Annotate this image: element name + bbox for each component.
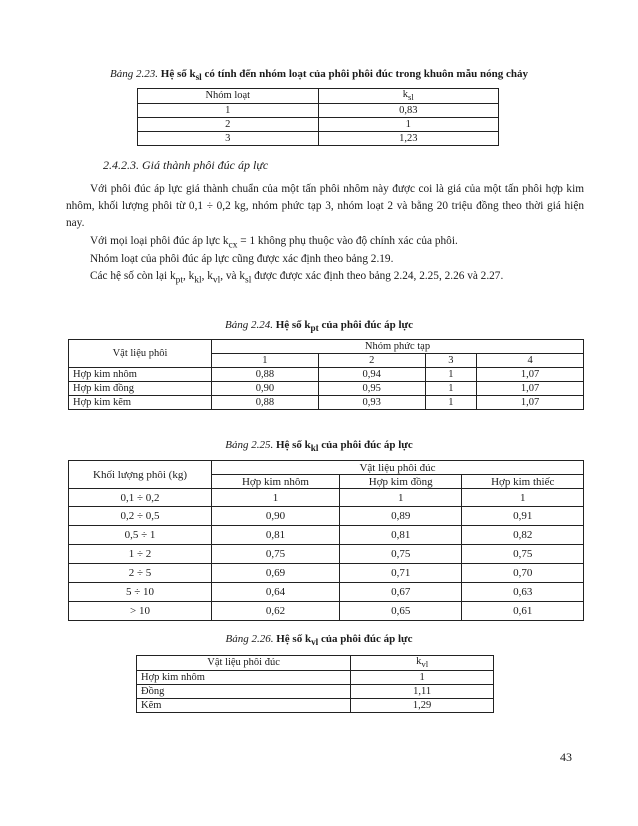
header-cell: $k_{sl}$ bbox=[318, 89, 499, 104]
table-row: Hợp kim đồng 0,90 0,95 1 1,07 bbox=[69, 382, 584, 396]
section-heading: 2.4.2.3. Giá thành phôi đúc áp lực bbox=[103, 158, 269, 172]
table-row: > 10 0,62 0,65 0,61 bbox=[69, 602, 584, 621]
table-row: 0,1 ÷ 0,2 1 1 1 bbox=[69, 489, 584, 507]
row-header: Khối lượng phôi (kg) bbox=[69, 461, 212, 489]
row-header: Vật liệu phôi bbox=[69, 340, 212, 368]
table-row: 0,5 ÷ 1 0,81 0,81 0,82 bbox=[69, 526, 584, 545]
table-row: 2 ÷ 5 0,69 0,71 0,70 bbox=[69, 564, 584, 583]
page-number: 43 bbox=[560, 750, 572, 764]
table-2-25-caption: Bảng 2.25. Hệ số $k_{kl}$ của phôi đúc áp lực bbox=[225, 439, 413, 454]
table-2-23 bbox=[137, 88, 499, 146]
table-2-25: Khối lượng phôi (kg) Vật liệu phôi đúc Hợp kim nhôm Hợp kim đồng Hợp kim thiếc 0,1 ÷ 0,2 1 1 1 0,2 ÷ 0,5 0,90 0,89 0,91 0,5 ÷ 1 0,81 0,81 0,82 1 ÷ 2 0,75 0,75 0,75 2 ÷ 5 0,69 0,71 0,70 5 ÷ 10 0,64 0,67 0,63 > 10 0,62 0,65 0,61 bbox=[68, 460, 584, 621]
table-row: Hợp kim kẽm 0,88 0,93 1 1,07 bbox=[69, 396, 584, 410]
group-header: Nhóm phức tạp bbox=[212, 340, 584, 354]
paragraph-4: Các hệ số còn lại $k_{pt}$, $k_{kl}$, $k_{vl}$, và $k_{sl}$ được được xác định theo bảng 2.24, 2.25, 2.26 và 2.27. bbox=[90, 270, 504, 286]
table-row: Kẽm 1,29 bbox=[137, 699, 494, 713]
table-row: 1 0,83 bbox=[138, 104, 499, 118]
paragraph-3: Nhóm loạt của phôi đúc áp lực cũng được xác định theo bảng 2.19. bbox=[90, 253, 394, 265]
table-2-23-caption: Bảng 2.23. Hệ số $k_{sl}$ có tính đến nhóm loạt của phôi phôi đúc trong khuôn mẫu nóng chảy bbox=[110, 68, 528, 83]
table-row: 2 1 bbox=[138, 118, 499, 132]
table-row: 3 1,23 bbox=[138, 132, 499, 146]
table-row: Hợp kim nhôm 0,88 0,94 1 1,07 bbox=[69, 368, 584, 382]
group-header: Vật liệu phôi đúc bbox=[212, 461, 584, 475]
table-label: Bảng 2.23. bbox=[110, 68, 159, 80]
paragraph-1: Với phôi đúc áp lực giá thành chuẩn của một tấn phôi nhôm này được coi là giá của một tấn phôi hợp kim nhôm, khối lượng phôi từ 0,1 ÷ 0,2 kg, nhóm phức tạp 3, nhóm loạt 2 và bằng 20 triệu đồng theo thời giá hiện nay. bbox=[66, 183, 584, 229]
header-cell: $k_{vl}$ bbox=[351, 656, 494, 671]
header-cell: Nhóm loạt bbox=[138, 89, 319, 104]
table-2-26 bbox=[136, 655, 494, 713]
table-row: 5 ÷ 10 0,64 0,67 0,63 bbox=[69, 583, 584, 602]
table-2-24: Vật liệu phôi Nhóm phức tạp 1 2 3 4 Hợp kim nhôm 0,88 0,94 1 1,07 Hợp kim đồng 0,90 0,95 1 1,07 Hợp kim kẽm 0,88 0,93 1 1,07 bbox=[68, 339, 584, 410]
table-row: 0,2 ÷ 0,5 0,90 0,89 0,91 bbox=[69, 507, 584, 526]
table-row: Hợp kim nhôm 1 bbox=[137, 671, 494, 685]
table-row: 1 ÷ 2 0,75 0,75 0,75 bbox=[69, 545, 584, 564]
paragraph-2: Với mọi loại phôi đúc áp lực $k_{cx} = 1$ không phụ thuộc vào độ chính xác của phôi. bbox=[90, 235, 458, 251]
table-2-26-caption: Bảng 2.26. Hệ số $k_{vl}$ của phôi đúc áp lực bbox=[225, 633, 413, 648]
header-cell: Vật liệu phôi đúc bbox=[137, 656, 351, 671]
table-row: Đồng 1,11 bbox=[137, 685, 494, 699]
table-2-24-caption: Bảng 2.24. Hệ số $k_{pt}$ của phôi đúc áp lực bbox=[224, 319, 414, 334]
